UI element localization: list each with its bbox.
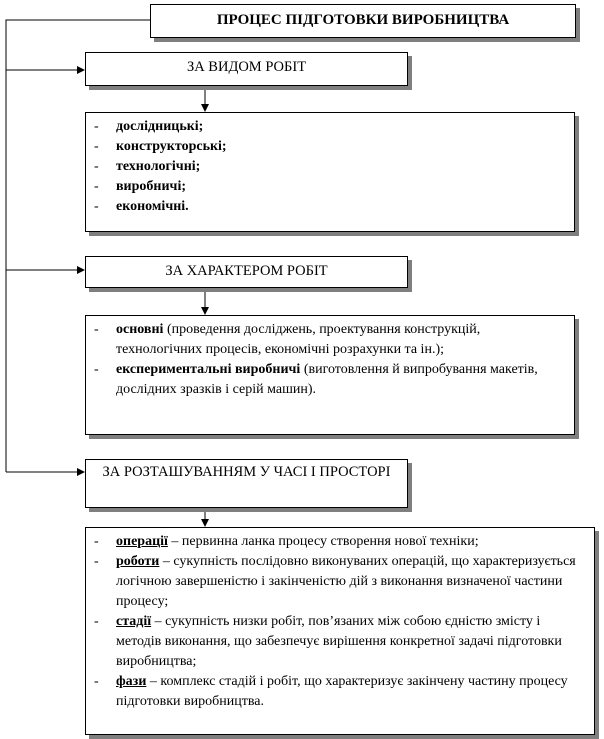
category-work-type: ЗА ВИДОМ РОБІТ [85, 52, 408, 86]
list-item: - основні (проведення досліджень, проектування конструкцій, технологічних процесів, економічні розрахунки та ін.); [94, 322, 481, 357]
list-item: - експериментальні виробничі (виготовлення й випробування макетів, дослідних зразків і серій машин). [94, 362, 538, 397]
list-item: - дослідницькі; [94, 119, 204, 134]
list-item: - технологічні; [94, 159, 201, 174]
diagram-title: ПРОЦЕС ПІДГОТОВКИ ВИРОБНИЦТВА [150, 4, 576, 38]
list-item: - фази – комплекс стадій і робіт, що характеризує закінчену частину процесу підготовки виробництва. [94, 674, 568, 709]
list-item: - стадії – сукупність низки робіт, пов’язаних між собою єдністю змісту і методів виконання, що забезпечує вирішення конкретної задачі підготовки виробництва; [94, 614, 562, 669]
list-work-type [85, 112, 575, 232]
list-work-nature [85, 315, 575, 435]
list-time-space [85, 527, 595, 735]
list-item: - виробничі; [94, 179, 186, 194]
list-item: - конструкторські; [94, 139, 227, 154]
list-item: - роботи – сукупність послідовно виконуваних операцій, що характеризується логічною завершеністю і закінченістю дій з виконання визначеної частини процесу; [94, 554, 576, 609]
category-work-nature: ЗА ХАРАКТЕРОМ РОБІТ [85, 256, 408, 288]
list-item: - економічні. [94, 199, 189, 214]
category-time-space: ЗА РОЗТАШУВАННЯМ У ЧАСІ І ПРОСТОРІ [85, 459, 408, 508]
list-item: - операції – первинна ланка процесу створення нової техніки; [94, 534, 479, 549]
